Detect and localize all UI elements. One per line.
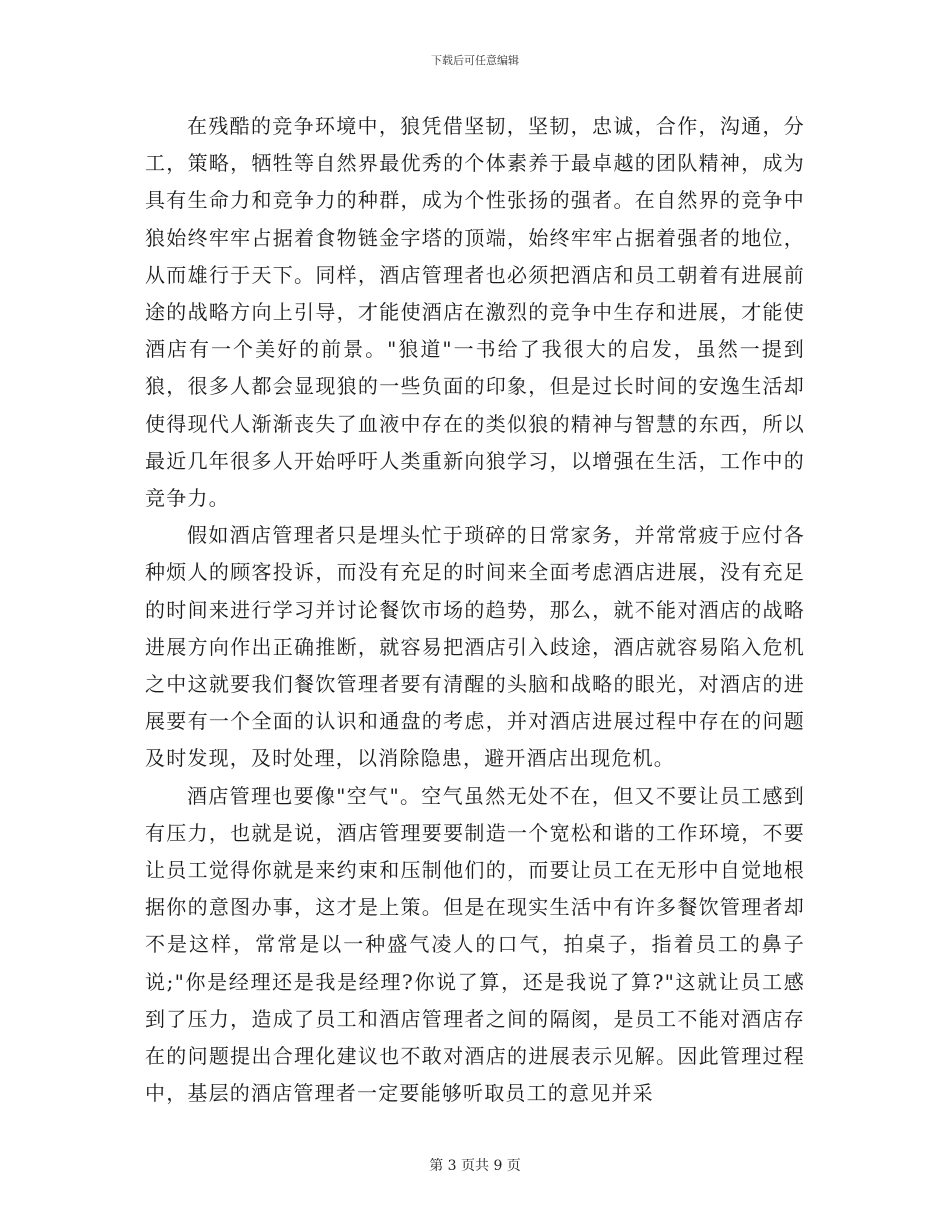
document-body	[145, 108, 805, 1112]
page-header: 下载后可任意编辑	[431, 54, 519, 67]
paragraph-1: 在残酷的竞争环境中，狼凭借坚韧，坚韧，忠诚，合作，沟通，分工，策略，牺牲等自然界最优秀的个体素养于最卓越的团队精神，成为具有生命力和竞争力的种群，成为个性张扬的强者。在自然界的竞争中狼始终牢牢占据着食物链金字塔的顶端，始终牢牢占据着强者的地位，从而雄行于天下。同样，酒店管理者也必须把酒店和员工朝着有进展前途的战略方向上引导，才能使酒店在激烈的竞争中生存和进展，才能使酒店有一个美好的前景。"狼道"一书给了我很大的启发，虽然一提到狼，很多人都会显现狼的一些负面的印象，但是过长时间的安逸生活却使得现代人渐渐丧失了血液中存在的类似狼的精神与智慧的东西，所以最近几年很多人开始呼吁人类重新向狼学习，以增强在生活，工作中的竞争力。	[145, 114, 805, 511]
paragraph-3: 酒店管理也要像"空气"。空气虽然无处不在，但又不要让员工感到有压力，也就是说，酒店管理要要制造一个宽松和谐的工作环境，不要让员工觉得你就是来约束和压制他们的，而要让员工在无形中自觉地根据你的意图办事，这才是上策。但是在现实生活中有许多餐饮管理者却不是这样，常常是以一种盛气凌人的口气，拍桌子，指着员工的鼻子说;"你是经理还是我是经理?你说了算，还是我说了算?"这就让员工感到了压力，造成了员工和酒店管理者之间的隔阂，是员工不能对酒店存在的问题提出合理化建议也不敢对酒店的进展表示见解。因此管理过程中，基层的酒店管理者一定要能够听取员工的意见并采	[145, 783, 805, 1106]
paragraph-2: 假如酒店管理者只是埋头忙于琐碎的日常家务，并常常疲于应付各种烦人的顾客投诉，而没有充足的时间来全面考虑酒店进展，没有充足的时间来进行学习并讨论餐饮市场的趋势，那么，就不能对酒店的战略进展方向作出正确推断，就容易把酒店引入歧途，酒店就容易陷入危机之中这就要我们餐饮管理者要有清醒的头脑和战略的眼光，对酒店的进展要有一个全面的认识和通盘的考虑，并对酒店进展过程中存在的问题及时发现，及时处理，以消除隐患，避开酒店出现危机。	[145, 523, 805, 771]
page-footer: 第 3 页共 9 页	[429, 1158, 521, 1174]
